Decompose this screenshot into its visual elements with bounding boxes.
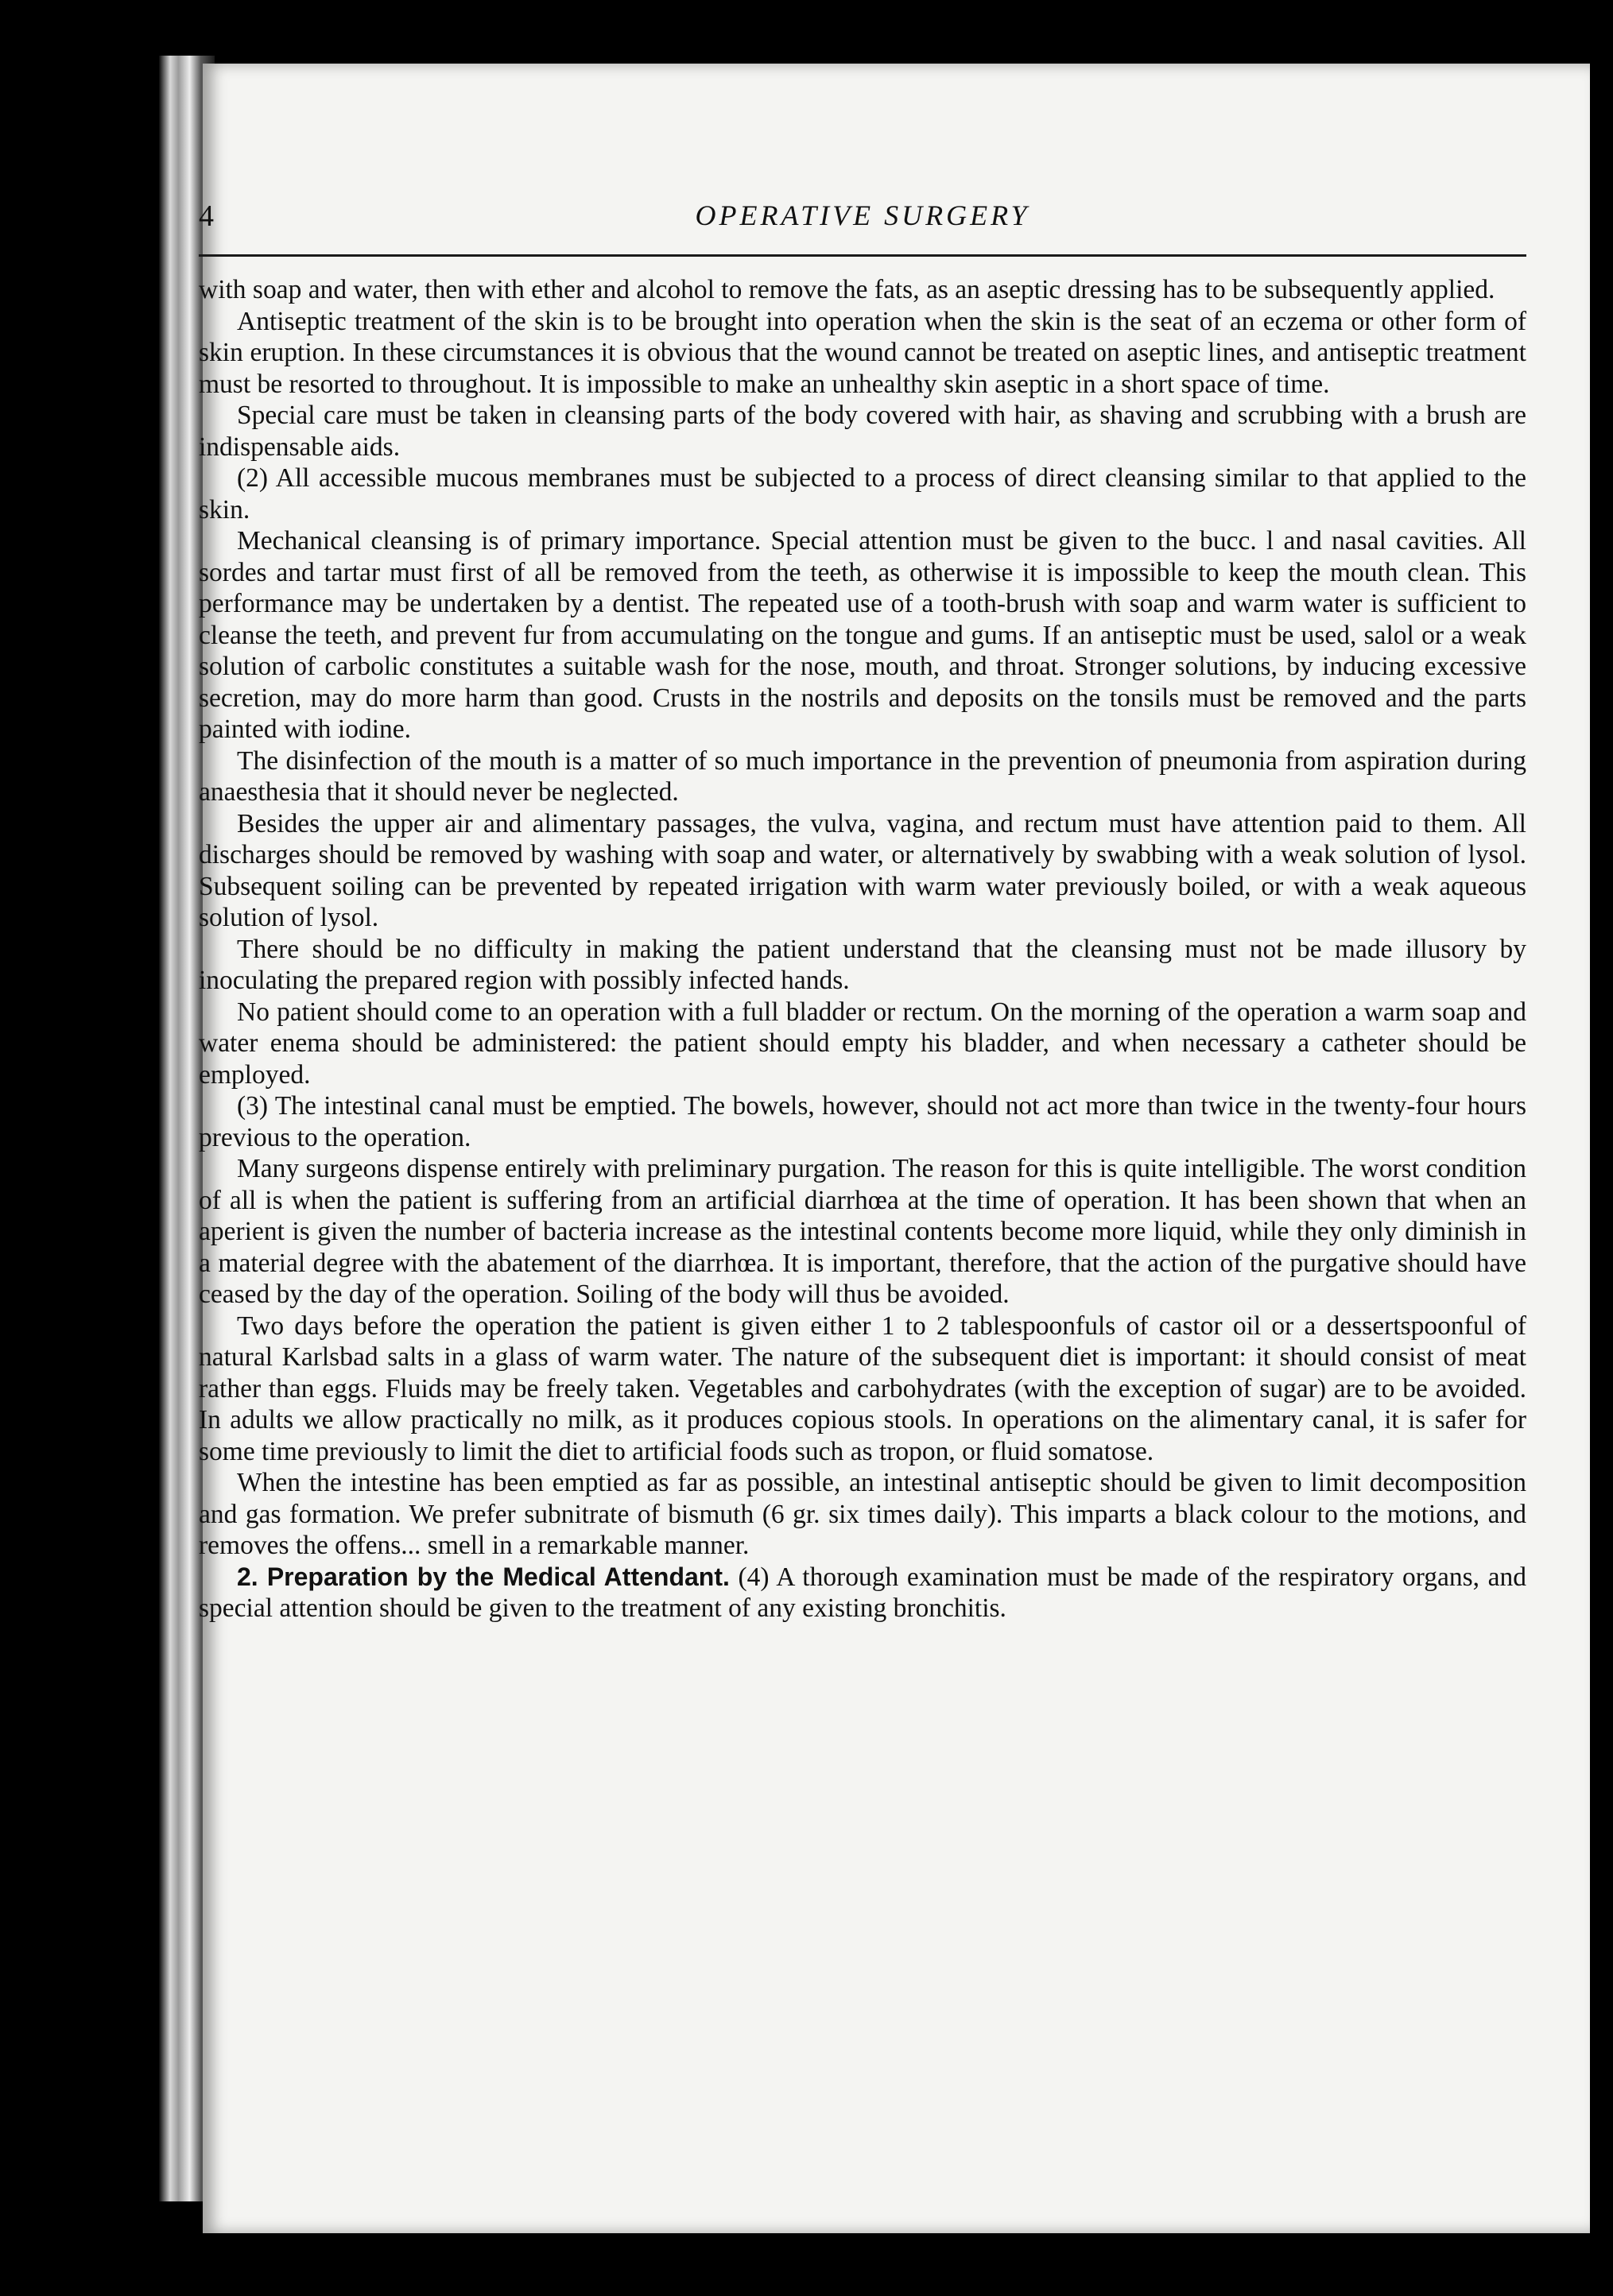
paragraph-7: Besides the upper air and alimentary passages, the vulva, vagina, and rectum must have attention paid to them. All discharges should be removed by washing with soap and water, or alternatively by swabbing with a weak solution of lysol. Subsequent soiling can be prevented by repeated irrigation with warm water previously boiled, or with a weak aqueous solution of lysol. (199, 808, 1526, 932)
paragraph-6: The disinfection of the mouth is a matter of so much importance in the prevention of pneumonia from aspiration during anaesthesia that it should never be neglected. (199, 745, 1526, 807)
paragraph-11: Many surgeons dispense entirely with preliminary purgation. The reason for this is quite intelligible. The worst condition of all is when the patient is suffering from an artificial diarrhœa at the time of operation. It has been shown that when an aperient is given the number of bacteria increase as the intestinal contents become more liquid, while they only diminish in a material degree with the abatement of the diarrhœa. It is important, therefore, that the action of the purgative should have ceased by the day of the operation. Soiling of the body will thus be avoided. (199, 1154, 1527, 1309)
section-paragraph (199, 1562, 1526, 1624)
running-head: OPERATIVE SURGERY (695, 199, 1030, 231)
page-body-text (199, 274, 1526, 1624)
section-text: (4) A thorough examination must be made of the respiratory organs, and special attention should be given to the treatment of any existing bronchitis. (199, 1562, 1526, 1623)
paragraph-10: (3) The intestinal canal must be emptied. The bowels, however, should not act more than twice in the twenty-four hours previous to the operation. (199, 1091, 1526, 1152)
paragraph-12: Two days before the operation the patient is given either 1 to 2 tablespoonfuls of castor oil or a dessertspoonful of natural Karlsbad salts in a glass of warm water. The nature of the subsequent diet is important: it should consist of meat rather than eggs. Fluids may be freely taken. Vegetables and carbohydrates (with the exception of sugar) are to be avoided. In adults we allow practically no milk, as it produces copious stools. In operations on the alimentary canal, it is safer for some time previously to limit the diet to artificial foods such as tropon, or fluid somatose. (199, 1311, 1526, 1466)
paragraph-4: (2) All accessible mucous membranes must be subjected to a process of direct cleansing similar to that applied to the skin. (199, 463, 1526, 525)
section-title: 2. Preparation by the Medical Attendant. (237, 1562, 730, 1591)
paragraph-5: Mechanical cleansing is of primary importance. Special attention must be given to the bucc. l and nasal cavities. All sordes and tartar must first of all be removed from the teeth, as otherwise it is impossible to keep the mouth clean. This performance may be undertaken by a dentist. The repeated use of a tooth-brush with soap and warm water is sufficient to cleanse the teeth, and prevent fur from accumulating on the tongue and gums. If an antiseptic must be used, salol or a weak solution of carbolic constitutes a suitable wash for the nose, mouth, and throat. Stronger solutions, by inducing excessive secretion, may do more harm than good. Crusts in the nostrils and deposits on the tonsils must be removed and the parts painted with iodine. (199, 526, 1526, 744)
paragraph-1: with soap and water, then with ether and alcohol to remove the fats, as an aseptic dressing has to be subsequently applied. (199, 275, 1495, 304)
page-number: 4 (199, 199, 214, 233)
page-header (199, 199, 1526, 257)
paragraph-9: No patient should come to an operation with a full bladder or rectum. On the morning of the operation a warm soap and water enema should be administered: the patient should empty his bladder, and when necessary a catheter should be employed. (199, 997, 1526, 1090)
paragraph-3: Special care must be taken in cleansing parts of the body covered with hair, as shaving and scrubbing with a brush are indispensable aids. (199, 401, 1526, 462)
paragraph-13: When the intestine has been emptied as far as possible, an intestinal antiseptic should be given to limit decomposition and gas formation. We prefer subnitrate of bismuth (6 gr. six times daily). This imparts a black colour to the motions, and removes the offens... smell in a remarkable manner. (199, 1468, 1526, 1560)
paragraph-8: There should be no difficulty in making the patient understand that the cleansing must not be made illusory by inoculating the prepared region with possibly infected hands. (199, 934, 1526, 995)
paragraph-2: Antiseptic treatment of the skin is to be brought into operation when the skin is the seat of an eczema or other form of skin eruption. In these circumstances it is obvious that the wound cannot be treated on aseptic lines, and antiseptic treatment must be resorted to throughout. It is impossible to make an unhealthy skin aseptic in a short space of time. (199, 306, 1526, 399)
